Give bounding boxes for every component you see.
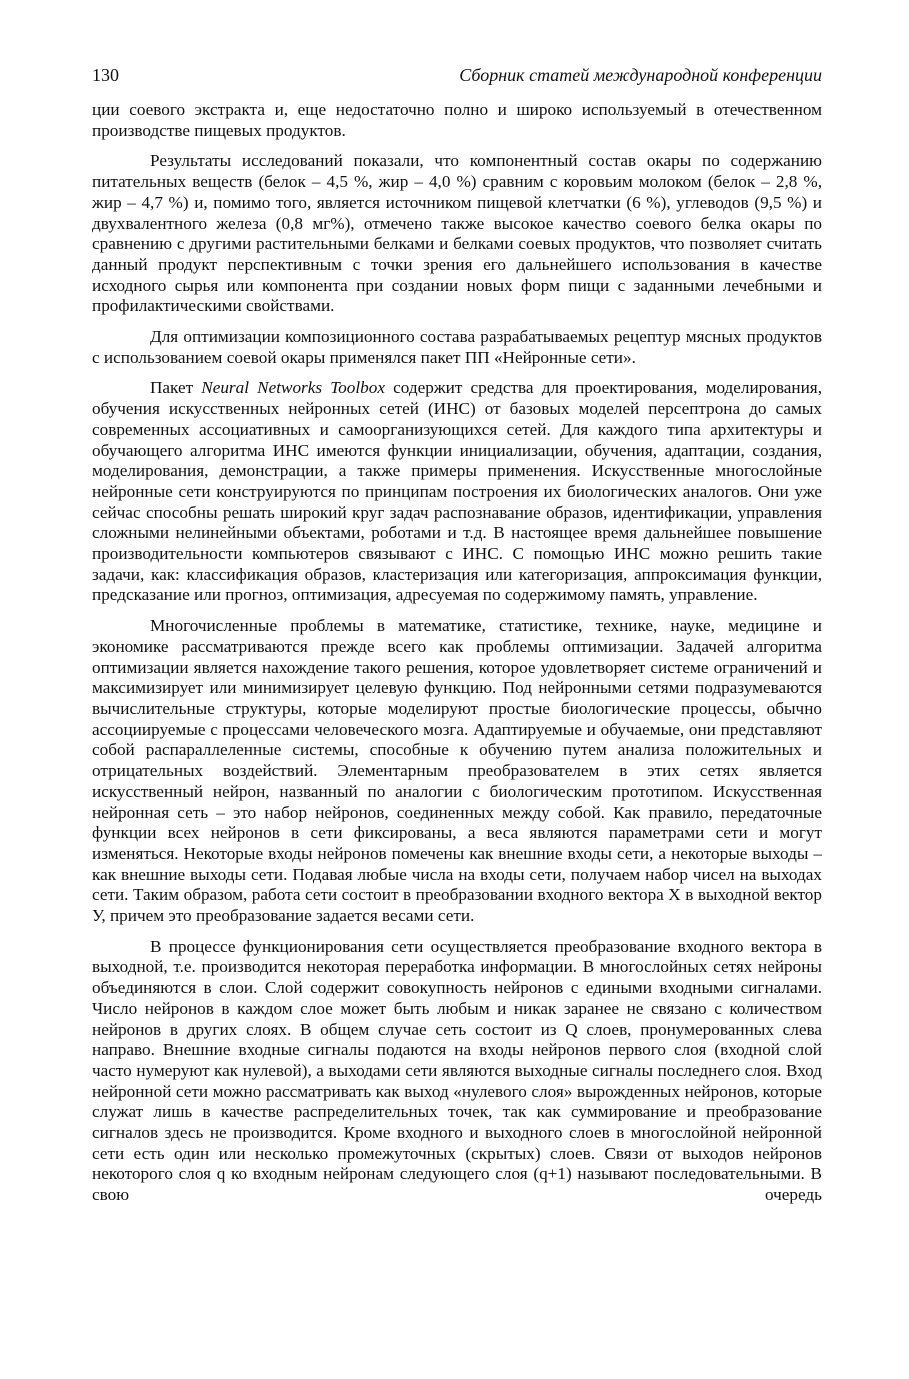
toolbox-name: Neural Networks Toolbox bbox=[201, 378, 385, 398]
paragraph-okara-composition: Результаты исследований показали, что компонентный состав окары по содержанию питательных веществ (белок – 4,5 %, жир – 4,0 %) сравним с коровьим молоком (белок – 2,8 %, жир – 4,7 %) и, помимо того, является источником пищевой клетчатки (6 %), углеводов (9,5 %) и двухвалентного железа (0,8 мг%), отмечено также высокое качество соевого белка окары по сравнению с другими растительными белками и белками соевых продуктов, что позволяет считать данный продукт перспективным с точки зрения его дальнейшего использования в качестве исходного сырья или компонента при создании новых форм пищи с заданными лечебными и профилактическими свойствами. bbox=[92, 151, 822, 316]
toolbox-text-after: содержит средства для проектирования, моделирования, обучения искусственных нейронных сетей (ИНС) от базовых моделей персептрона до самых современных ассоциативных и самоорганизующихся сетей. Для каждого типа архитектуры и обучающего алгоритма ИНС имеются функции инициализации, обучения, адаптации, создания, моделирования, демонстрации, а также примеры применения. Искусственные многослойные нейронные сети конструируются по принципам построения их биологических аналогов. Они уже сейчас способны решать широкий круг задач распознавание образов, идентификации, управления сложными нелинейными объектами, роботами и т.д. В настоящее время дальнейшее повышение производительности компьютеров связывают с ИНС. С помощью ИНС можно решить такие задачи, как: классификация образов, кластеризация или категоризация, аппроксимация функции, предсказание или прогноз, оптимизация, адресуемая по содержимому память, управление. bbox=[92, 378, 822, 605]
paragraph-nn-toolbox bbox=[92, 378, 822, 606]
paragraph-continuation: ции соевого экстракта и, еще недостаточно полно и широко используемый в отечественном производстве пищевых продуктов. bbox=[92, 100, 822, 140]
paragraph-network-functioning: В процессе функционирования сети осуществляется преобразование входного вектора в выходной, т.е. производится некоторая переработка информации. В многослойных сетях нейроны объединяются в слои. Слой содержит совокупность нейронов с едиными входными сигналами. Число нейронов в каждом слое может быть любым и никак заранее не связано с количеством нейронов в других слоях. В общем случае сеть состоит из Q слоев, пронумерованных слева направо. Внешние входные сигналы подаются на входы нейронов первого слоя (входной слой часто нумеруют как нулевой), а выходами сети являются выходные сигналы последнего слоя. Вход нейронной сети можно рассматривать как выход «нулевого слоя» вырожденных нейронов, которые служат лишь в качестве распределительных точек, так как суммирование и преобразование сигналов здесь не производится. Кроме входного и выходного слоев в многослойной нейронной сети есть один или несколько промежуточных (скрытых) слоев. Связи от выходов нейронов некоторого слоя q ко входным нейронам следующего слоя (q+1) называют последовательными. В свою очередь bbox=[92, 936, 822, 1205]
paragraph-optimization-package: Для оптимизации композиционного состава разрабатываемых рецептур мясных продуктов с использованием соевой окары применялся пакет ПП «Нейронные сети». bbox=[92, 327, 822, 367]
book-page bbox=[92, 64, 822, 1216]
page-number: 130 bbox=[92, 65, 119, 85]
running-header bbox=[92, 64, 822, 86]
toolbox-text-before: Пакет bbox=[150, 378, 202, 398]
paragraph-optimization-problems: Многочисленные проблемы в математике, статистике, технике, науке, медицине и экономике рассматриваются прежде всего как проблемы оптимизации. Задачей алгоритма оптимизации является нахождение такого решения, которое удовлетворяет системе ограничений и максимизирует или минимизирует целевую функцию. Под нейронными сетями подразумеваются вычислительные структуры, которые моделируют простые биологические процессы, обычно ассоциируемые с процессами человеческого мозга. Адаптируемые и обучаемые, они представляют собой распараллеленные системы, способные к обучению путем анализа положительных и отрицательных воздействий. Элементарным преобразователем в этих сетях является искусственный нейрон, названный по аналогии с биологическим прототипом. Искусственная нейронная сеть – это набор нейронов, соединенных между собой. Как правило, передаточные функции всех нейронов в сети фиксированы, а веса являются параметрами сети и могут изменяться. Некоторые входы нейронов помечены как внешние входы сети, а некоторые выходы – как внешние выходы сети. Подавая любые числа на входы сети, получаем набор чисел на выходах сети. Таким образом, работа сети состоит в преобразовании входного вектора Х в выходной вектор У, причем это преобразование задается весами сети. bbox=[92, 616, 822, 926]
running-title: Сборник статей международной конференции bbox=[459, 65, 822, 85]
